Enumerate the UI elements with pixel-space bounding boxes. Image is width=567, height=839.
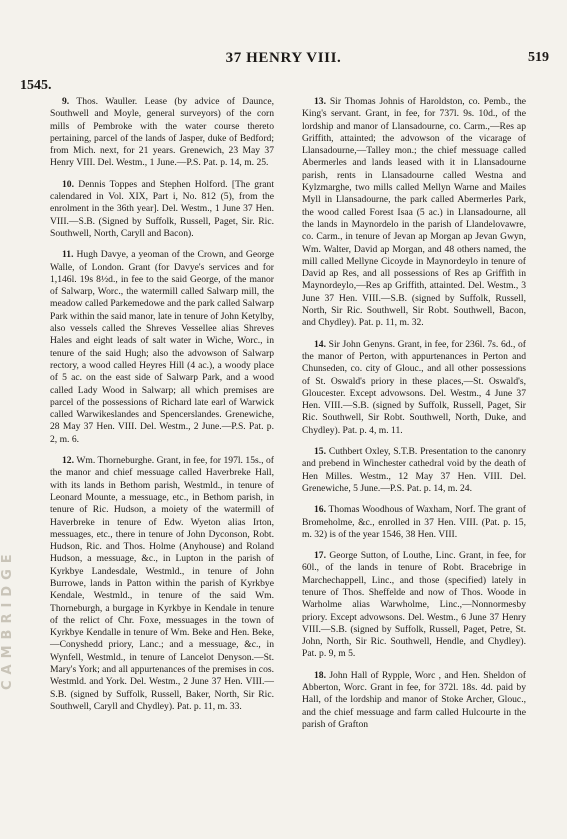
- entry-text: Sir Thomas Johnis of Haroldston, co. Pemb., the King's servant. Grant, in fee, for 737l. 9s. 10d., of the lordship and manor of Llansadourne, co. Carm.,—Res ap Griffith, attainted; the advowson of the vicarage of Llansadourne,—Talley mon.; the chief messuage called Abermerles and lands leased with it in Llansadourne parish, rents in Llansadourne called Westna and Kylzmarghe, two mills called Mellyn Warne and Mailes Myll in Llansadourne, the park called Abermerles Park, the wood called Forest Isaa (5 ac.) in Llansadourne, all the lands in Maynordelo in the parish of Llandelovawre, co. Carm., in tenure of Jevan ap Morgan ap Jevan Gwyn, Wm. Walter, David ap Morgan, and 48 others named, the mill called Mellyne Cicoyde in Maynordeylo in tenure of David ap Res, and all possessions of Res ap Griffith in Maynordeylo,—Res ap Griffith, attainted. Del. Westm., 3 June 37 Hen. VIII.—S.B. (signed by Suffolk, Russell, North, Sir Ric. Southwell, Sir Robt. Southwell, Bacon, and Chydley). Pat. p. 11, m. 32.: [302, 96, 526, 329]
- entry-text: Wm. Thorneburghe. Grant, in fee, for 197l. 15s., of the manor and chief messuage called Haverbreke Hall, with its lands in Bethom parish, Westmld., in tenure of Leonard Mounte, a messuage, etc., in Bethom parish, in tenure of Ric. Hudson, a moiety of the watermill of Haverbreke in tenure of Edw. Wyeton alias Irton, messuages, etc., there in tenure of John Dyconson, Robt. Hudson, Ric. and Thos. Holme (Anyhouse) and Roland Hudson, a messuage, &c., in Lupton in the parish of Kyrkbye Landesdale, Westmld., in tenure of John Burrowe, lands in Patton within the parish of Kyrkbye Kendale, Westmld., in tenure of the said Wm. Thorneburgh, a burgage in Kyrkbye in Kendale in tenure of the relict of Chr. Foxe, messuages in the town of Kyrkbye Kendalle in tenure of Wm. Beke and Hen. Beke,—Conyshedd priory, Lanc.; and a messuage, &c., in Wynfell, Westmld., in tenure of Lancelot Denyson.—St. Mary's York; and all appurtenances of the premises in cos. Westmld. and York. Del. Westm., 2 June 37 Hen. VIII.—S.B. (signed by Suffolk, Russell, Baker, North, Sir Ric. Southwell, Caryll and Chydley). Pat. p. 11, m. 33.: [50, 455, 274, 712]
- page-header: [0, 0, 567, 66]
- entry: [50, 455, 274, 713]
- entry-number: 10.: [62, 178, 74, 190]
- entry-number: 17.: [314, 550, 326, 562]
- entry: [302, 339, 526, 437]
- entry-number: 14.: [314, 338, 326, 350]
- entry: [302, 504, 526, 541]
- entry-text: Thos. Wauller. Lease (by advice of Daunce, Southwell and Moyle, general surveyors) of the corn mills of Pembroke with the water course thereto pertaining, parcel of the lands of Jasper, duke of Bedford; from Mich. next, for 21 years. Grenewich, 23 May 37 Henry VIII. Del. Westm., 1 June.—P.S. Pat. p. 14, m. 25.: [50, 96, 274, 169]
- entry-text: Dennis Toppes and Stephen Holford. [The grant calendared in Vol. XIX, Part i, No. 812 (5), from the enrolment in the 36th year]. Del. Westm., 1 June 37 Hen. VIII.—S.B. (Signed by Suffolk, Russell, Paget, Sir. Ric. Southwell, North, Caryll and Bacon).: [50, 178, 274, 239]
- left-column: [50, 96, 274, 722]
- entry: [302, 96, 526, 330]
- library-watermark: CAMBRIDGE: [0, 548, 15, 690]
- entry-number: 16.: [314, 504, 326, 516]
- entry-text: Cuthbert Oxley, S.T.B. Presentation to the canonry and prebend in Winchester cathedral void by the death of Hen Milles. Westm., 12 May 37 Hen. VIII. Del. Grenewiche, 5 June.—P.S. Pat. p. 14, m. 24.: [302, 446, 526, 494]
- entry: [302, 446, 526, 495]
- entry-number: 13.: [314, 96, 326, 107]
- entry-text: Hugh Davye, a yeoman of the Crown, and George Walle, of London. Grant (for Davye's services and for 1,146l. 19s 8½d., in fee to the said George, of the manor of Salwarp, Worc., the watermill called Salwarp mill, the meadow called Parkemedowe and the park called Salwarp Park within the said manor, late in tenure of John Ketylby, also vessels called the Shreves Vessellee alias Shreves Hales and eight leads of salt water in Wiche, Worc., in tenure of the said Hugh; also the advowson of Salwarp rectory, a wood called Heyres Hill (4 ac.), a woody place of 5 ac. on the east side of Salwarp Park, and a wood called Lady Wood in Salwarp; all which premises are parcel of the possessions of Richard late earl of Warwick called Warwikeslandes and Spencerslandes. Grenewiche, 28 May 37 Hen. VIII. Del. Westm., 2 June.—P.S. Pat. p. 2, m. 6.: [50, 249, 274, 445]
- entry-number: 11.: [62, 249, 74, 261]
- entry: [50, 179, 274, 240]
- entry-text: Sir John Genyns. Grant, in fee, for 236l. 7s. 6d., of the manor of Perton, with appurtenances in Perton and Chunseden, co. city of Glouc., and all other possessions of St. Oswald's priory in these places,—St. Oswald's, Gloucester. Except advowsons. Del. Westm., 4 June 37 Hen. VIII.—S.B. (signed by Suffolk, Russell, Paget, Sir Ric. Southwell, Sir Robt. Southwell, North, Duke, and Chydley). Pat. p. 4, m. 11.: [302, 338, 526, 436]
- right-column: [302, 96, 526, 740]
- page-number: 519: [528, 50, 549, 65]
- running-head: 37 HENRY VIII.: [225, 50, 342, 66]
- entry-text: Thomas Woodhous of Waxham, Norf. The grant of Bromeholme, &c., enrolled in 37 Hen. VIII. (Pat. p. 15, m. 32) is of the year 1546, 38 Hen. VIII.: [302, 504, 526, 540]
- entry-number: 9.: [62, 96, 70, 107]
- entry: [50, 96, 274, 170]
- entry-number: 12.: [62, 455, 74, 467]
- entry: [302, 550, 526, 661]
- entry-number: 18.: [314, 669, 326, 681]
- entry: [302, 670, 526, 731]
- entry-text: John Hall of Rypple, Worc , and Hen. Sheldon of Abberton, Worc. Grant in fee, for 372l. 18s. 4d. paid by Hall, of the lordship and manor of Stoke Archer, Glouc., and the chief messuage and farm called Hulcourte in the parish of Grafton: [302, 669, 526, 730]
- entry-text: George Sutton, of Louthe, Linc. Grant, in fee, for 60l., of the lands in tenure of Robt. Bracebrige in Marchechappell, Linc., and those (specified) lately in tenure of Thos. Sheffelde and now of Thos. Woode in Warholme alias Warwholme, Linc.,—Nonnormesby priory. Except advowsons. Del. Westm., 6 June 37 Henry VIII.—S.B. (signed by Suffolk, Russell, Paget, Petre, St. John, North, Sir Ric. Southwell, Hendle, and Chydley). Pat. p. 9, m 5.: [302, 550, 526, 660]
- entry: [50, 249, 274, 446]
- year-marker: 1545.: [20, 78, 52, 93]
- entry-number: 15.: [314, 446, 326, 458]
